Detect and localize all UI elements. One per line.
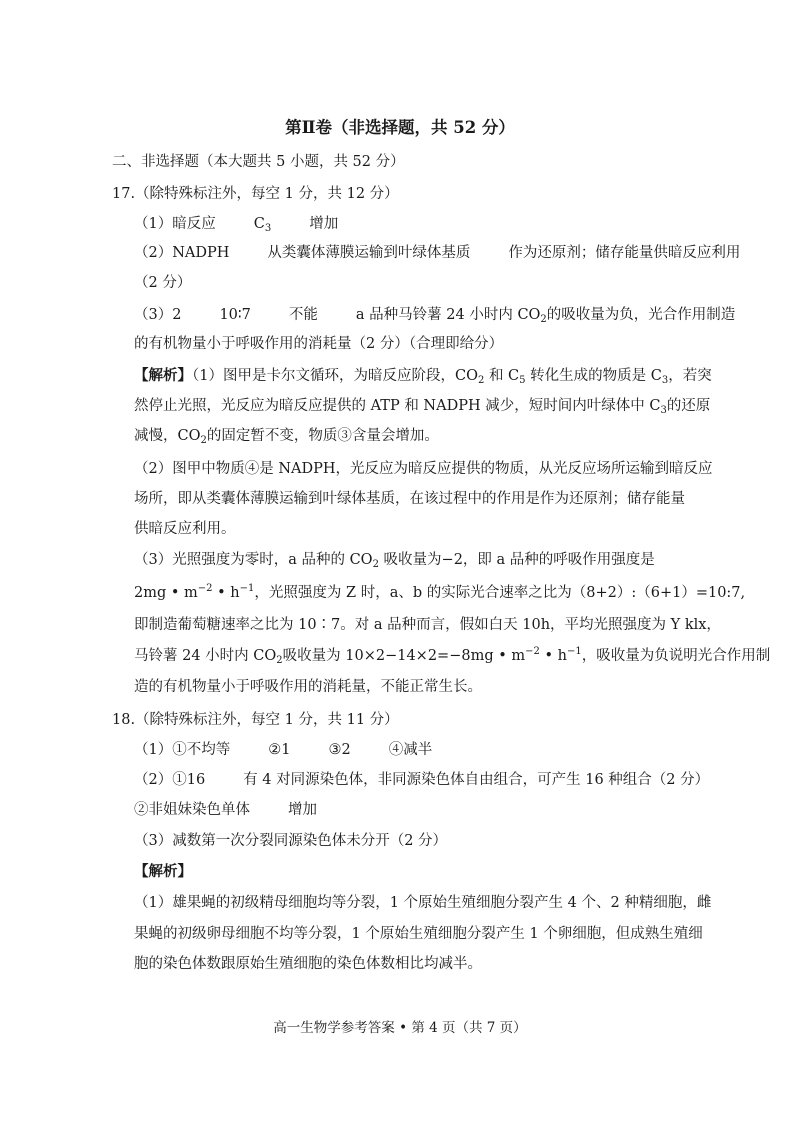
q17-analysis-p1-l2: 然停止光照，光反应为暗反应提供的 ATP 和 NADPH 减少，短时间内叶绿体中 $C_3$的还原 — [134, 398, 711, 416]
q17-analysis-p2-l3: 供暗反应利用。 — [134, 521, 236, 537]
q17-analysis-p2-l1: （2）图甲中物质④是 NADPH，光反应为暗反应提供的物质，从光反应场所运输到暗反应 — [134, 461, 713, 477]
q17-analysis-p3-l5: 造的有机物量小于呼吸作用的消耗量，不能正常生长。 — [134, 679, 482, 695]
section-heading: 二、非选择题（本大题共 5 小题，共 52 分） — [112, 154, 405, 170]
q18-analysis-tag: 【解析】 — [134, 863, 192, 880]
q18-analysis-l1: （1）雄果蝇的初级精母细胞均等分裂，1 个原始生殖细胞分裂产生 4 个、2 种精细胞，雌 — [134, 895, 712, 911]
analysis-tag: 【解析】 — [134, 367, 192, 384]
q17-analysis-p1: 【解析】（1）图甲是卡尔文循环，为暗反应阶段，$CO_2$ 和 $C_5$ 转化生成的物质是 $C_3$，若突 — [134, 367, 712, 386]
q17-analysis-p3-l1: （3）光照强度为零时，a 品种的 $CO_2$ 吸收量为−2，即 a 品种的呼吸作用强度是 — [134, 552, 655, 570]
q17-a1-end: 增加 — [309, 216, 339, 232]
q17-analysis-p1-l3: 减慢，$CO_2$的固定暂不变，物质③含量会增加。 — [134, 428, 439, 446]
q17-a1-label: （1）暗反应 — [134, 216, 216, 232]
q18-answer-1: （1）①不均等 ②1 ③2 ④减半 — [134, 742, 433, 758]
q17-answer-2-points: （2 分） — [134, 275, 192, 291]
q17-a1-c3: $C_3$ — [253, 216, 272, 234]
q17-analysis-p3-l3: 即制造葡萄糖速率之比为 10∶7。对 a 品种而言，假如白天 10h，平均光照强度为 Y klx， — [134, 617, 721, 633]
q18-heading: 18.（除特殊标注外，每空 1 分，共 11 分） — [112, 712, 399, 728]
q17-answer-1 — [134, 214, 338, 234]
q18-analysis-l3: 胞的染色体数跟原始生殖细胞的染色体数相比均减半。 — [134, 956, 482, 972]
q17-analysis-p2-l2: 场所，即从类囊体薄膜运输到叶绿体基质，在该过程中的作用是作为还原剂；储存能量 — [134, 491, 685, 507]
q18-analysis-l2: 果蝇的初级卵母细胞不均等分裂，1 个原始生殖细胞分裂产生 1 个卵细胞，但成熟生殖细 — [134, 926, 703, 942]
q17-analysis-p3-l4: 马铃薯 24 小时内 $CO_2$吸收量为 10×2−14×2=−8mg • $m^{-2}$ • $h^{-1}$，吸收量为负说明光合作用制 — [134, 646, 771, 666]
q18-answer-2-l2: ②非姐妹染色单体 增加 — [134, 802, 317, 818]
page-title: 第Ⅱ卷（非选择题，共 52 分） — [285, 118, 515, 137]
q17-answer-3: （3）2 10∶7 不能 a 品种马铃薯 24 小时内 $CO_2$的吸收量为负，光合作用制造 — [134, 307, 736, 325]
q17-answer-3-line2: 的有机物量小于呼吸作用的消耗量（2 分）（合理即给分） — [134, 336, 504, 352]
page-footer: 高一生物学参考答案 • 第 4 页（共 7 页） — [273, 1020, 527, 1036]
q18-answer-2: （2）①16 有 4 对同源染色体，非同源染色体自由组合，可产生 16 种组合（2 分） — [134, 772, 710, 788]
q17-analysis-p3-l2: 2mg • $m^{-2}$ • $h^{-1}$，光照强度为 Z 时，a、b 的实际光合速率之比为（8+2）:（6+1）=10:7, — [134, 583, 746, 601]
q18-answer-3: （3）减数第一次分裂同源染色体未分开（2 分） — [134, 833, 448, 849]
q17-answer-2: （2）NADPH 从类囊体薄膜运输到叶绿体基质 作为还原剂；储存能量供暗反应利用 — [134, 245, 741, 261]
q17-heading: 17.（除特殊标注外，每空 1 分，共 12 分） — [112, 186, 399, 202]
